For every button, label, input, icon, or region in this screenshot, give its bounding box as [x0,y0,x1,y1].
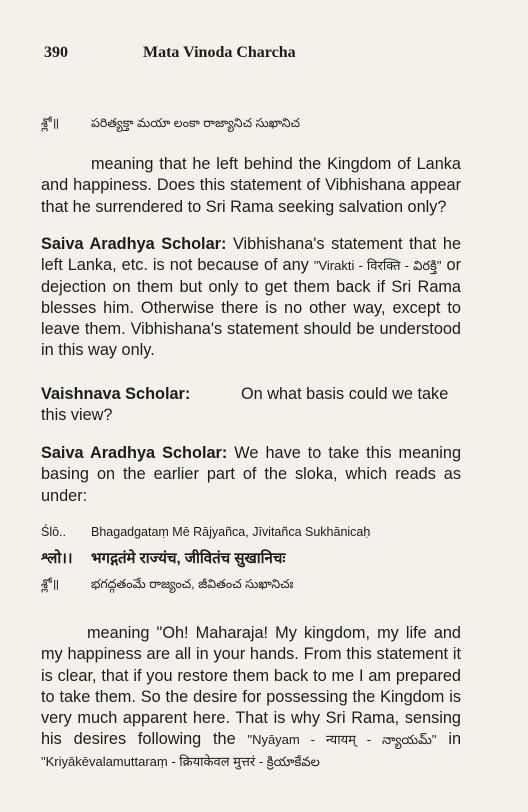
paragraph-text: in [436,730,461,749]
speaker-label: Saiva Aradhya Scholar: [41,444,228,462]
paragraph-text: On what basis could we take [241,385,449,403]
sloka-devanagari [41,548,286,568]
paragraph-3 [41,384,461,427]
paragraph-1: meaning that he left behind the Kingdom of Lanka and happiness. Does this statement of Vibhishana appear that he surrendered to Sri Rama seeking salvation only? [41,155,461,216]
sloka-text: Bhagadgataṃ Mē Rājyañca, Jīvitañca Sukhānicaḥ [91,525,371,539]
paragraph-5 [41,623,461,772]
running-title: Mata Vinoda Charcha [143,44,296,61]
sloka-latin [41,525,371,539]
sloka-telugu [41,577,294,595]
sloka-marker: Ślō.. [41,525,67,539]
sloka-text: భగద్గతంమే రాజ్యంచ, జీవితంచ సుఖానిచః [91,577,294,591]
sloka-marker: శ్లో॥ [41,116,60,130]
sloka-text: పరిత్యక్తా మయా లంకా రాజ్యానిచ సుఖానిచ [91,116,301,130]
paragraph-text: meaning "Oh! Maharaja! My kingdom, my life and my happiness are all in your hands. From this statement it is clear, that if you restore them back to me I am prepared to take them. So the desire for possessing the Kingdom is very much apparent here. That is why Sri Rama, sensing his desires following the [41,624,461,749]
speaker-label: Vaishnava Scholar: [41,385,191,403]
page-header [44,44,498,68]
paragraph-2 [41,234,461,362]
paragraph-text: Vibhishana's statement that he left Lanka, etc. is not because of any [41,235,462,275]
paragraph-text: We have to take this meaning basing on the earlier part of the sloka, which reads as under: [41,444,461,505]
paragraph-4 [41,443,461,507]
paragraph-text-2: this view? [41,406,113,425]
speaker-label: Saiva Aradhya Scholar: [41,235,227,253]
paragraph-text: or dejection on them but only to get them back if Sri Rama blesses him. Otherwise there is no other way, except to leave them. Vibhishana's statement should be understood in this way only. [41,256,461,360]
top-sloka [41,116,301,134]
sloka-marker: श्लो।। [41,550,73,567]
term-nyayam: "Nyāyam - न्यायम् - న్యాయమ్" [247,732,437,748]
sloka-text: भगद्गतंमे राज्यंच, जीवितंच सुखानिचः [91,550,286,567]
term-virakti: "Virakti - विरक्ति - విరక్తి" [313,258,442,274]
page-number: 390 [44,44,68,61]
sloka-marker: శ్లో॥ [41,577,60,591]
term-kriya: "Kriyākēvalamuttaraṃ - क्रियाकेवल मुत्तरं - క్రియాకేవల [41,753,320,769]
